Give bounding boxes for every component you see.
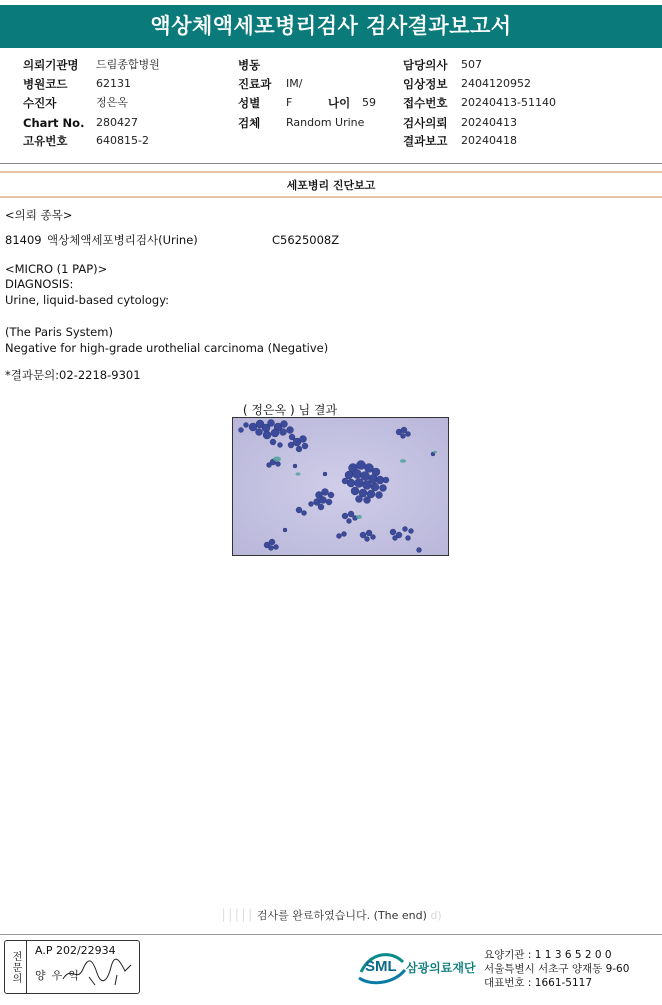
org-phone: 대표번호 : 1661-5117 — [484, 977, 593, 989]
label-unique-number: 고유번호 — [23, 134, 68, 148]
value-patient: 정은옥 — [96, 96, 128, 109]
label-result-report-date: 결과보고 — [403, 134, 448, 148]
label-specimen: 검체 — [238, 116, 261, 130]
image-caption: ( 정은옥 ) 님 결과 — [242, 403, 338, 417]
diagnosis-label: DIAGNOSIS: — [5, 277, 74, 291]
cytology-micrograph — [232, 417, 449, 556]
info-row-3 — [0, 94, 662, 112]
end-text: 검사를 완료하였습니다. (The end) — [256, 909, 427, 922]
faded-text-left: │││││ — [220, 909, 254, 922]
report-title: 액상체액세포병리검사 검사결과보고서 — [0, 5, 662, 48]
value-specimen: Random Urine — [286, 116, 365, 129]
info-row-1 — [0, 56, 662, 74]
label-test-request-date: 검사의뢰 — [403, 116, 448, 130]
label-ward: 병동 — [238, 58, 261, 72]
value-sex: F — [286, 96, 293, 109]
faded-text-right: d) — [430, 909, 442, 922]
value-hospital-code: 62131 — [96, 77, 131, 90]
label-hospital-code: 병원코드 — [23, 77, 68, 91]
value-chart-no: 280427 — [96, 116, 138, 129]
label-attending-physician: 담당의사 — [403, 58, 448, 72]
pathologist-stamp — [4, 940, 140, 994]
paris-system: (The Paris System) — [5, 325, 113, 339]
label-receipt-number: 접수번호 — [403, 96, 448, 110]
micrograph-image — [233, 418, 449, 556]
value-requesting-institution: 드림종합병원 — [96, 58, 160, 71]
stamp-pathologist-name: 양우익 — [35, 969, 85, 982]
label-clinical-info: 임상정보 — [403, 77, 448, 91]
label-age: 나이 — [328, 96, 351, 110]
order-name: 액상체액세포병리검사(Urine) — [47, 233, 198, 247]
label-chart-no: Chart No. — [23, 116, 85, 130]
value-clinical-info: 2404120952 — [461, 77, 531, 90]
org-name: 삼광의료재단 — [406, 961, 476, 975]
inquiry-phone: *결과문의:02-2218-9301 — [5, 368, 141, 382]
value-result-report-date: 20240418 — [461, 134, 517, 147]
footer-divider — [0, 934, 662, 935]
order-heading: <의뢰 종목> — [5, 208, 73, 222]
org-address: 서울특별시 서초구 양재동 9-60 — [484, 963, 630, 975]
section-rule-top — [0, 171, 662, 173]
value-age: 59 — [362, 96, 376, 109]
info-row-2 — [0, 75, 662, 93]
label-department: 진료과 — [238, 77, 272, 91]
value-receipt-number: 20240413-51140 — [461, 96, 556, 109]
divider — [0, 163, 662, 164]
section-title: 세포병리 진단보고 — [286, 179, 376, 192]
info-row-4 — [0, 114, 662, 132]
value-unique-number: 640815-2 — [96, 134, 149, 147]
section-rule-bottom — [0, 196, 662, 198]
end-of-report — [0, 907, 662, 923]
org-info — [484, 948, 629, 990]
diagnosis-result: Negative for high-grade urothelial carcinoma (Negative) — [5, 341, 329, 355]
order-code: 81409 — [5, 233, 42, 247]
org-institution-code: 요양기관 : 1 1 3 6 5 2 0 0 — [484, 949, 612, 961]
label-patient: 수진자 — [23, 96, 57, 110]
value-attending-physician: 507 — [461, 58, 482, 71]
label-sex: 성별 — [238, 96, 261, 110]
micro-label: <MICRO (1 PAP)> — [5, 262, 108, 276]
diagnosis-text: Urine, liquid-based cytology: — [5, 293, 170, 307]
label-requesting-institution: 의뢰기관명 — [23, 58, 79, 72]
value-department: IM/ — [286, 77, 303, 90]
info-row-5 — [0, 132, 662, 150]
logo-text: SML — [365, 958, 397, 975]
stamp-vertical-label: 전문의 — [5, 941, 27, 993]
value-test-request-date: 20240413 — [461, 116, 517, 129]
handwritten-signature — [59, 955, 137, 987]
stamp-license-code: A.P 202/22934 — [35, 944, 116, 957]
order-specimen-id: C5625008Z — [272, 233, 340, 247]
